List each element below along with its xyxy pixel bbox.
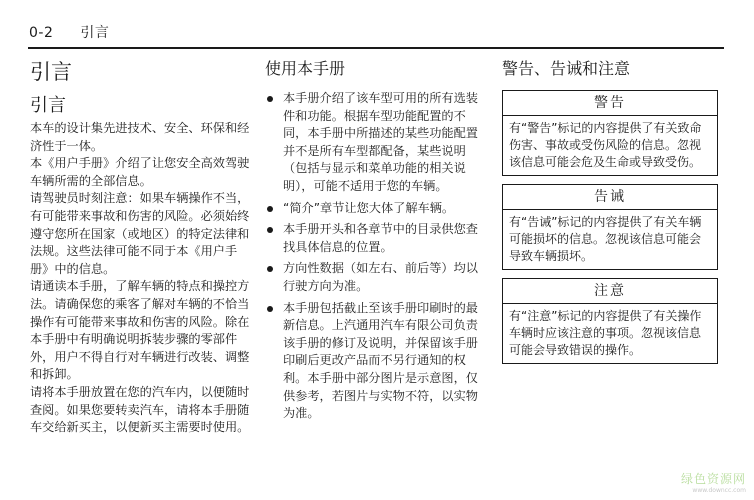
watermark-name: 绿色资源网: [680, 472, 746, 486]
page-number: 0-2: [29, 25, 54, 41]
bullet-icon: [267, 227, 273, 233]
list-item: 方向性数据（如左右、前后等）均以行驶方向为准。: [265, 260, 485, 295]
bullet-icon: [267, 266, 273, 272]
section-title: 引言: [30, 95, 66, 116]
intro-paragraph: 本车的设计集先进技术、安全、环保和经济性于一体。: [30, 121, 250, 153]
chapter-title: 引言: [30, 60, 72, 84]
list-item: 本手册介绍了该车型可用的所有选装件和功能。根据车型功能配置的不同，本手册中所描述的某些功能配置并不是所有车型都配备，某些说明（包括与显示和菜单功能的相关说明），可能不适用于您的车辆。: [265, 90, 485, 196]
notice-box-body: 有“注意”标记的内容提供了有关操作车辆时应该注意的事项。忽视该信息可能会导致错误的操作。: [509, 309, 702, 357]
column-introduction: [30, 52, 250, 437]
watermark-url: www.downcc.com: [692, 487, 746, 494]
intro-paragraph: 请驾驶员时刻注意：如果车辆操作不当，有可能带来事故和伤害的风险。必须始终遵守您所在国家（或地区）的特定法律和法规。这些法律可能不同于本《用户手册》中的信息。: [30, 191, 250, 276]
warning-box-body: 有“警告”标记的内容提供了有关致命伤害、事故或受伤风险的信息。忽视该信息可能会危及生命或导致受伤。: [509, 121, 702, 169]
bullet-icon: [267, 96, 273, 102]
caution-box: [502, 184, 718, 270]
running-head: [29, 22, 109, 42]
warnings-title: 警告、告诫和注意: [502, 59, 631, 78]
warning-box-title: 警告: [503, 91, 717, 116]
notice-box: [502, 278, 718, 364]
list-item: 本手册包括截止至该手册印刷时的最新信息。上汽通用汽车有限公司负责该手册的修订及说明，并保留该手册印刷后更改产品而不另行通知的权利。本手册中部分图片是示意图，仅供参考，若图片与实物不符，以实物为准。: [265, 300, 485, 423]
intro-paragraph: 本《用户手册》介绍了让您安全高效驾驶车辆所需的全部信息。: [30, 156, 250, 188]
intro-paragraph: 请通读本手册，了解车辆的特点和操控方法。请确保您的乘客了解对车辆的不恰当操作有可能带来事故和伤害的风险。除在本手册中有明确说明拆装步骤的零部件外，用户不得自行对车辆进行改装、调整和拆卸。: [30, 279, 250, 382]
list-item: 本手册开头和各章节中的目录供您查找具体信息的位置。: [265, 221, 485, 256]
caution-box-body: 有“告诫”标记的内容提供了有关车辆可能损坏的信息。忽视该信息可能会导致车辆损坏。: [509, 215, 702, 263]
warning-box: [502, 90, 718, 176]
column-using-manual: [265, 52, 485, 427]
intro-paragraph: 请将本手册放置在您的汽车内，以便随时查阅。如果您要转卖汽车，请将本手册随车交给新买主，以便新买主需要时使用。: [30, 384, 250, 435]
caution-box-title: 告诫: [503, 185, 717, 210]
header-rule: [28, 47, 724, 49]
bullet-icon: [267, 206, 273, 212]
using-manual-title: 使用本手册: [265, 59, 346, 78]
column-warnings: [502, 52, 722, 372]
using-manual-list: [265, 90, 485, 423]
section-name: 引言: [80, 25, 110, 41]
list-item: “简介”章节让您大体了解车辆。: [265, 200, 485, 218]
watermark: [681, 470, 746, 494]
bullet-icon: [267, 306, 273, 312]
notice-box-title: 注意: [503, 279, 717, 304]
